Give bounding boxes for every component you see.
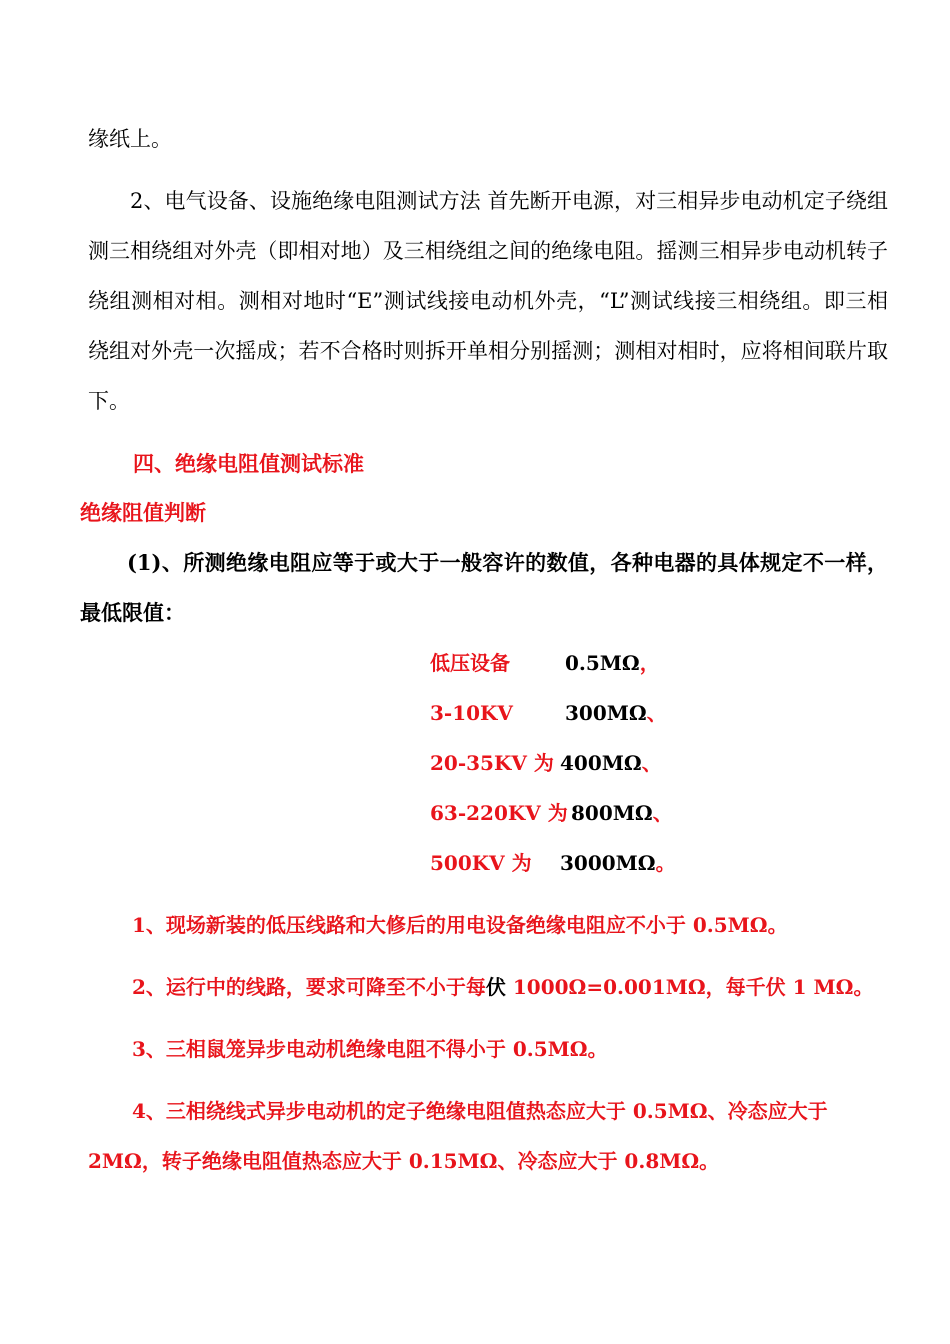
rule-1: 1、现场新装的低压线路和大修后的用电设备绝缘电阻应不小于 0.5MΩ。: [132, 913, 788, 937]
paragraph-rule-intro: (1)、所测绝缘电阻应等于或大于一般容许的数值，各种电器的具体规定不一样，最低限值：: [80, 550, 888, 625]
limit-row-500kv: [430, 848, 676, 878]
limit-row-63-220kv: [430, 798, 673, 828]
limit-row-low-voltage: [430, 648, 660, 678]
limit-label: 低压设备: [430, 651, 510, 675]
limit-row-3-10kv: [430, 698, 667, 728]
section-heading: 四、绝缘电阻值测试标准: [133, 451, 364, 476]
limit-value: 400MΩ、: [560, 751, 662, 775]
limit-label: 20-35KV 为: [430, 751, 554, 775]
sub-heading: 绝缘阻值判断: [80, 500, 206, 525]
limit-value: 300MΩ、: [565, 701, 667, 725]
limit-value: 3000MΩ。: [560, 851, 676, 875]
limit-row-20-35kv: [430, 748, 662, 778]
paragraph-continuation: 缘纸上。: [88, 127, 172, 151]
rule-2: 2、运行中的线路，要求可降至不小于每伏 1000Ω=0.001MΩ，每千伏 1 MΩ。: [132, 975, 874, 999]
limit-label: 3-10KV: [430, 701, 513, 725]
limit-value: 0.5MΩ，: [565, 651, 660, 675]
limit-value: 800MΩ、: [571, 801, 673, 825]
rule-3: 3、三相鼠笼异步电动机绝缘电阻不得小于 0.5MΩ。: [132, 1037, 608, 1061]
paragraph-test-method: 2、电气设备、设施绝缘电阻测试方法 首先断开电源，对三相异步电动机定子绕组测三相绕组对外壳（即相对地）及三相绕组之间的绝缘电阻。摇测三相异步电动机转子绕组测相对相。测相对地时“E”测试线接电动机外壳，“L”测试线接三相绕组。即三相绕组对外壳一次摇成；若不合格时则拆开单相分别摇测；测相对相时，应将相间联片取下。: [88, 189, 888, 413]
rule-4: 4、三相绕线式异步电动机的定子绝缘电阻值热态应大于 0.5MΩ、冷态应大于 2MΩ，转子绝缘电阻值热态应大于 0.15MΩ、冷态应大于 0.8MΩ。: [88, 1099, 828, 1173]
limit-label: 63-220KV 为: [430, 801, 568, 825]
limit-label: 500KV 为: [430, 851, 532, 875]
